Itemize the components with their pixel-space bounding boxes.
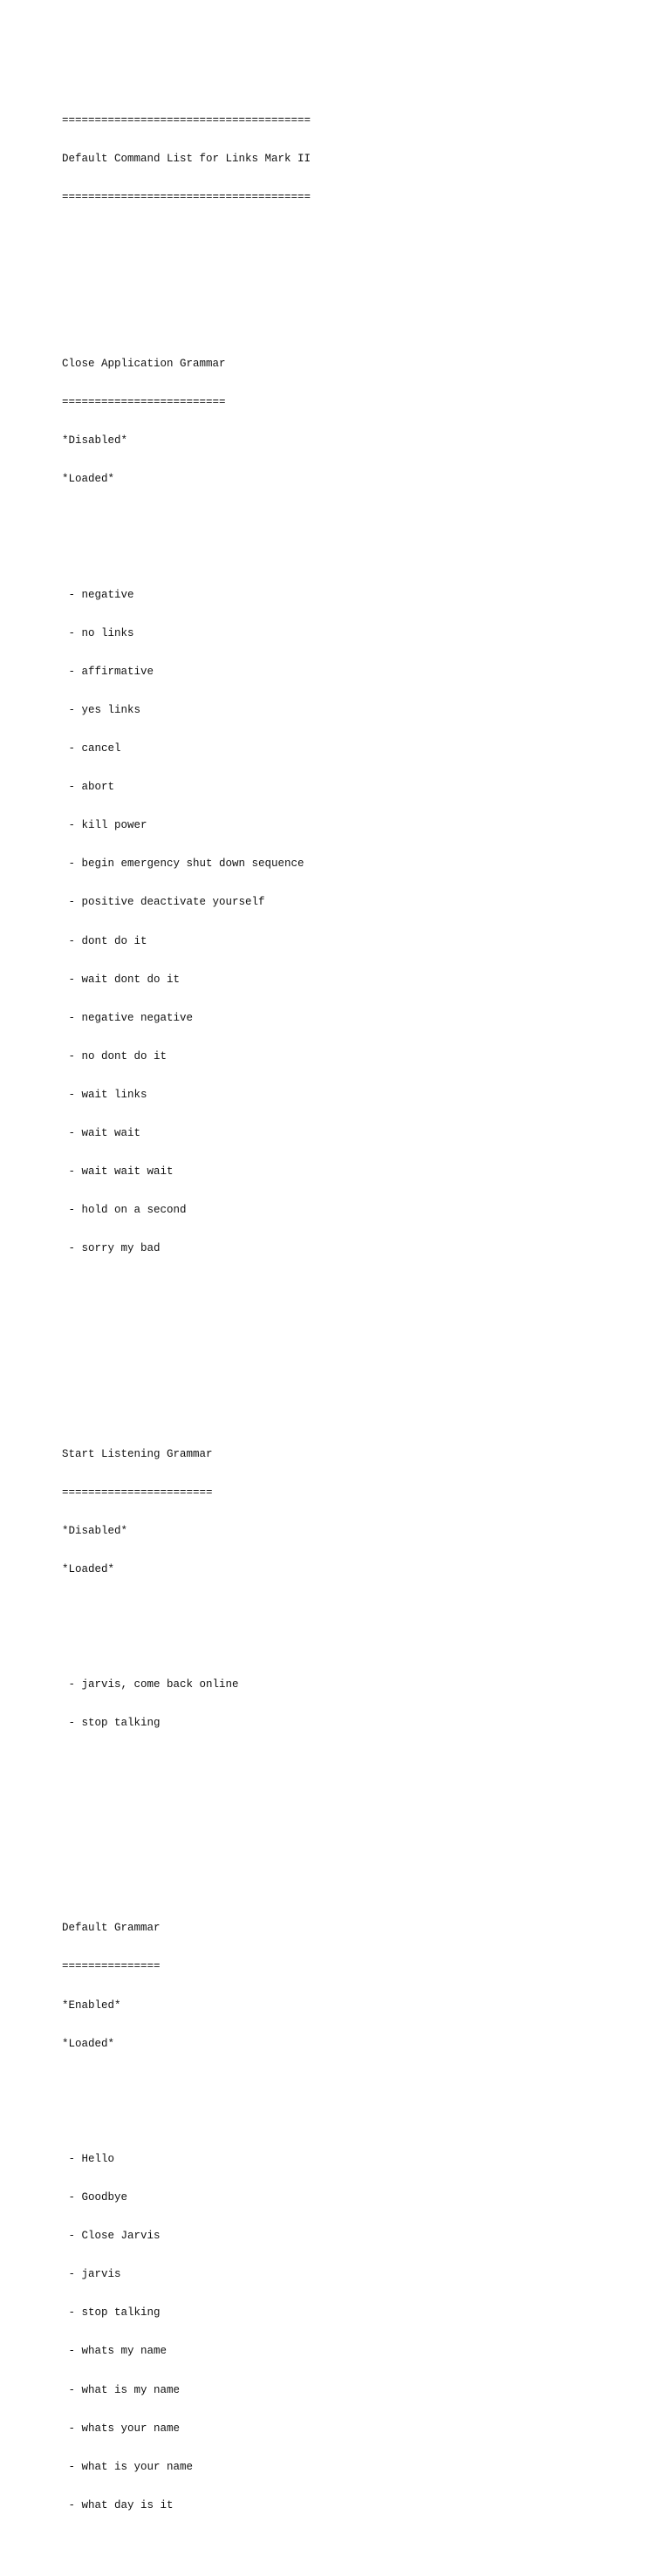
spacer: [62, 1820, 311, 1858]
header-rule-bottom: ======================================: [62, 191, 311, 203]
section-status: *Disabled*: [62, 434, 128, 448]
header-rule-top: ======================================: [62, 113, 311, 126]
list-item: - cancel: [62, 742, 121, 755]
section-loaded: *Loaded*: [62, 2037, 115, 2050]
list-item: - stop talking: [62, 1717, 161, 1730]
section-title: Start Listening Grammar: [62, 1447, 213, 1460]
section-status: *Enabled*: [62, 1999, 121, 2012]
list-item: - wait wait: [62, 1127, 141, 1139]
list-item: - sorry my bad: [62, 1242, 161, 1255]
section-rule: =========================: [62, 396, 226, 409]
section-rule: ===============: [62, 1960, 161, 1973]
command-list: [62, 563, 311, 1281]
list-item: - begin emergency shut down sequence: [62, 858, 304, 871]
section-rule: =======================: [62, 1486, 213, 1499]
list-item: - wait wait wait: [62, 1165, 174, 1179]
section-default-grammar: [62, 1896, 311, 2563]
command-list: [62, 2128, 311, 2538]
spacer: [62, 1345, 311, 1384]
list-item: - whats your name: [62, 2422, 181, 2435]
list-item: - hold on a second: [62, 1204, 187, 1217]
list-item: - wait dont do it: [62, 973, 181, 986]
list-item: - no links: [62, 626, 134, 639]
list-item: - affirmative: [62, 665, 154, 678]
list-item: - what is my name: [62, 2383, 181, 2396]
list-item: - jarvis, come back online: [62, 1678, 239, 1691]
list-item: - positive deactivate yourself: [62, 896, 265, 909]
list-item: - what day is it: [62, 2498, 174, 2511]
list-item: - no dont do it: [62, 1049, 168, 1063]
section-status: *Disabled*: [62, 1524, 128, 1537]
section-loaded: *Loaded*: [62, 1562, 115, 1575]
list-item: - Hello: [62, 2152, 115, 2165]
section-loaded: *Loaded*: [62, 473, 115, 486]
document-header: [62, 88, 311, 229]
spacer: [62, 1602, 311, 1627]
list-item: - abort: [62, 781, 115, 794]
document-title: Default Command List for Links Mark II: [62, 152, 311, 165]
section-title: Close Application Grammar: [62, 358, 226, 371]
list-item: - wait links: [62, 1088, 147, 1101]
list-item: - yes links: [62, 703, 141, 716]
list-item: - jarvis: [62, 2268, 121, 2281]
list-item: - whats my name: [62, 2345, 168, 2358]
list-item: - kill power: [62, 819, 147, 832]
list-item: - Goodbye: [62, 2191, 128, 2204]
command-list: [62, 1653, 311, 1756]
section-close-application-grammar: [62, 332, 311, 1307]
list-item: - Close Jarvis: [62, 2230, 161, 2243]
section-start-listening-grammar: [62, 1422, 311, 1781]
list-item: - stop talking: [62, 2306, 161, 2320]
spacer: [62, 2076, 311, 2101]
command-list-document: [62, 63, 311, 2576]
list-item: - negative: [62, 588, 134, 601]
spacer: [62, 268, 311, 293]
spacer: [62, 511, 311, 536]
list-item: - dont do it: [62, 934, 147, 947]
list-item: - negative negative: [62, 1011, 194, 1024]
section-title: Default Grammar: [62, 1922, 161, 1935]
list-item: - what is your name: [62, 2460, 194, 2473]
